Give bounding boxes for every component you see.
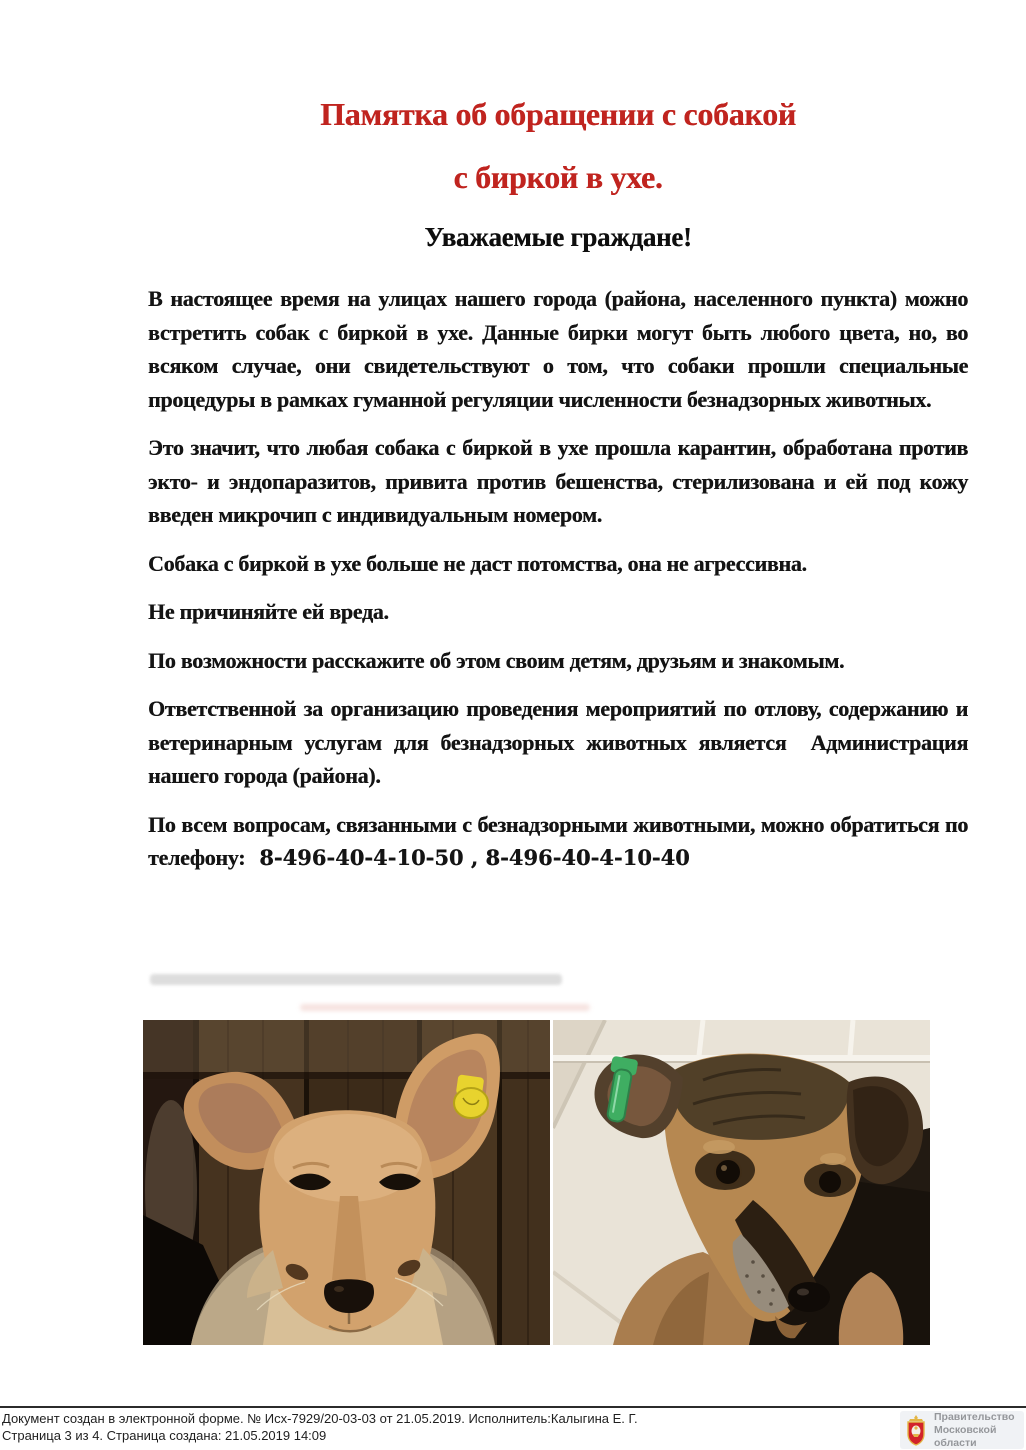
footer-note xyxy=(2,1410,762,1444)
phone-intro: По всем вопросам, связанными с безнадзорными животными, можно обратиться по телефону: xyxy=(148,811,968,870)
document-body xyxy=(148,282,968,890)
doc-title-line2: с биркой в ухе. xyxy=(453,159,663,195)
footer-separator xyxy=(0,1406,1026,1408)
paragraph-no-offspring: Собака с биркой в ухе больше не даст потомства, она не агрессивна. xyxy=(148,550,807,576)
moscow-region-government-logo xyxy=(900,1411,1024,1449)
dog-yellow-tag-illustration xyxy=(143,1020,550,1345)
phone-numbers: 8-496-40-4-10-50 , 8-496-40-4-10-40 xyxy=(259,845,690,870)
coat-of-arms-icon xyxy=(904,1414,928,1446)
scan-artifact-smudge xyxy=(300,1004,590,1011)
photo-dog-green-tag xyxy=(553,1020,930,1345)
dog-green-tag-illustration xyxy=(553,1020,930,1345)
paragraph-contacts xyxy=(148,808,968,875)
footer-note-line1: Документ создан в электронной форме. № Исх-7929/20-03-03 от 21.05.2019. Исполнитель:Калыгина Е. Г. xyxy=(2,1411,638,1426)
photo-dog-yellow-tag xyxy=(143,1020,550,1345)
logo-text-line2: Московской области xyxy=(934,1423,997,1449)
paragraph-intro: В настоящее время на улицах нашего города (района, населенного пункта) можно встретить собак с биркой в ухе. Данные бирки могут быть любого цвета, но, во всяком случае, они свидетельствуют о том, что собаки прошли специальные процедуры в рамках гуманной регуляции численности безнадзорных животных. xyxy=(148,286,968,412)
paragraph-tell-others: По возможности расскажите об этом своим детям, друзьям и знакомым. xyxy=(148,647,845,673)
erased-text-smudge xyxy=(150,974,562,985)
doc-title-line1: Памятка об обращении с собакой xyxy=(320,96,796,132)
paragraph-meaning: Это значит, что любая собака с биркой в ухе прошла карантин, обработана против экто- и эндопаразитов, привита против бешенства, стерилизована и ей под кожу введен микрочип с индивидуальным номером. xyxy=(148,435,968,527)
footer-note-line2: Страница 3 из 4. Страница создана: 21.05.2019 14:09 xyxy=(2,1428,327,1443)
yellow-ear-tag-icon xyxy=(454,1074,488,1118)
logo-text xyxy=(934,1411,1020,1450)
salutation: Уважаемые граждане! xyxy=(424,222,692,252)
paragraph-no-harm: Не причиняйте ей вреда. xyxy=(148,599,389,624)
photo-row xyxy=(143,1020,930,1345)
logo-text-line1: Правительство xyxy=(934,1410,1015,1423)
paragraph-responsible: Ответственной за организацию проведения мероприятий по отлову, содержанию и ветеринарным услугам для безнадзорных животных является Администрация нашего города (района). xyxy=(148,696,968,788)
